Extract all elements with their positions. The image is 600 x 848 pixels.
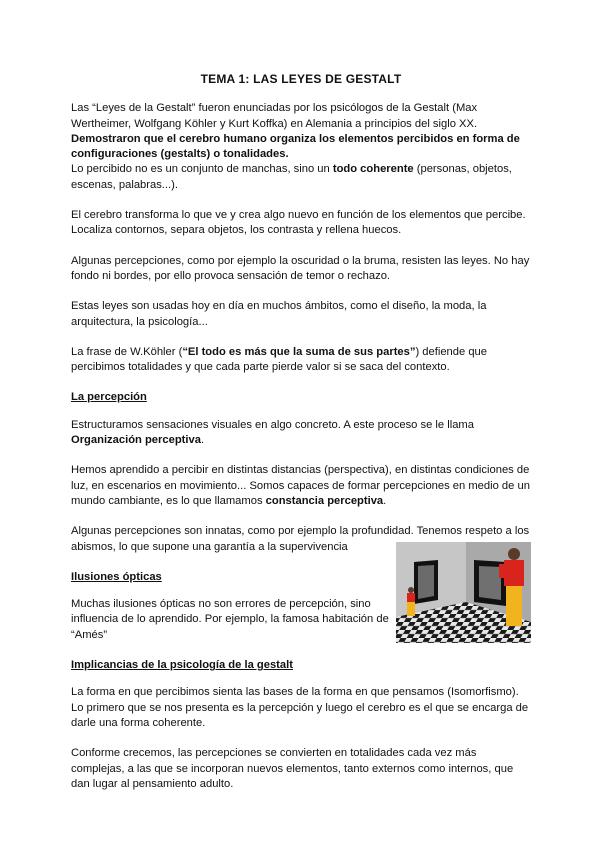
ames-room-photo <box>396 542 531 643</box>
constancia-text: Hemos aprendido a percibir en distintas distancias (perspectiva), en distintas condiciones de luz, en escenarios en movimiento... Somos capaces de formar percepciones en medio de un mundo cambiante, es lo que llamamos <box>71 464 530 507</box>
paragraph-cerebro: El cerebro transforma lo que ve y crea algo nuevo en función de los elementos que percibe. Localiza contornos, separa objetos, los contrasta y rellena huecos. <box>71 209 526 237</box>
intro-tail-text: Lo percibido no es un conjunto de manchas, sino un <box>71 163 333 176</box>
paragraph-constancia <box>71 463 531 509</box>
paragraph-ilusiones: Muchas ilusiones ópticas no son errores de percepción, sino influencia de lo aprendido. Por ejemplo, la famosa habitación de “Amés” <box>71 598 389 641</box>
paragraph-oscuridad: Algunas percepciones, como por ejemplo la oscuridad o la bruma, resisten las leyes. No hay fondo ni bordes, por ello provoca sensación de temor o rechazo. <box>71 254 530 282</box>
kohler-quote: “El todo es más que la suma de sus partes” <box>182 345 416 358</box>
intro-tail-end: (personas, objetos, escenas, palabras...). <box>71 163 512 191</box>
paragraph-crecemos: Conforme crecemos, las percepciones se convierten en totalidades cada vez más complejas, a las que se incorporan nuevos elementos, tanto externos como internos, que dan lugar al pensamiento adulto. <box>71 747 514 790</box>
intro-paragraph <box>71 101 531 193</box>
paragraph-ambitos: Estas leyes son usadas hoy en día en muchos ámbitos, como el diseño, la moda, la arquitectura, la psicología... <box>71 300 487 328</box>
organizacion-bold: Organización perceptiva <box>71 434 201 447</box>
constancia-bold: constancia perceptiva <box>265 494 384 507</box>
organizacion-end: . <box>200 434 205 447</box>
paragraph-isomorfismo: La forma en que percibimos sienta las bases de la forma en que pensamos (Isomorfismo). Lo primero que se nos presenta es la percepción y luego el cerebro es el que se encarga de darle una forma coherente. <box>71 686 529 729</box>
paragraph-innatas: Algunas percepciones son innatas, como por ejemplo la profundidad. Tenemos respeto a los abismos, lo que supone una garantía a la supervivencia <box>71 525 530 553</box>
page-title: TEMA 1: LAS LEYES DE GESTALT <box>200 72 402 86</box>
organizacion-text: Estructuramos sensaciones visuales en algo concreto. A este proceso se le llama <box>71 418 474 431</box>
intro-bold-statement: Demostraron que el cerebro humano organiza los elementos percibidos en forma de configuraciones (gestalts) o tonalidades. <box>71 132 520 161</box>
document-body <box>71 72 531 807</box>
intro-tail-bold: todo coherente <box>332 163 414 176</box>
kohler-text-b: ) defiende que percibimos totalidades y que cada parte pierde valor si se saca del contexto. <box>71 345 488 374</box>
paragraph-organizacion <box>71 418 531 449</box>
kohler-text-a: La frase de W.Köhler ( <box>71 345 183 358</box>
intro-text: Las “Leyes de la Gestalt” fueron enunciadas por los psicólogos de la Gestalt (Max Wertheimer, Wolfgang Köhler y Kurt Koffka) en Alemania a principios del siglo XX. <box>71 102 478 130</box>
ames-room-illustration <box>396 542 531 643</box>
section-heading-implicancias: Implicancias de la psicología de la gestalt <box>71 659 293 672</box>
section-heading-ilusiones: Ilusiones ópticas <box>71 570 162 583</box>
section-heading-percepcion: La percepción <box>71 391 147 404</box>
constancia-end: . <box>383 494 387 507</box>
paragraph-kohler <box>71 345 531 376</box>
